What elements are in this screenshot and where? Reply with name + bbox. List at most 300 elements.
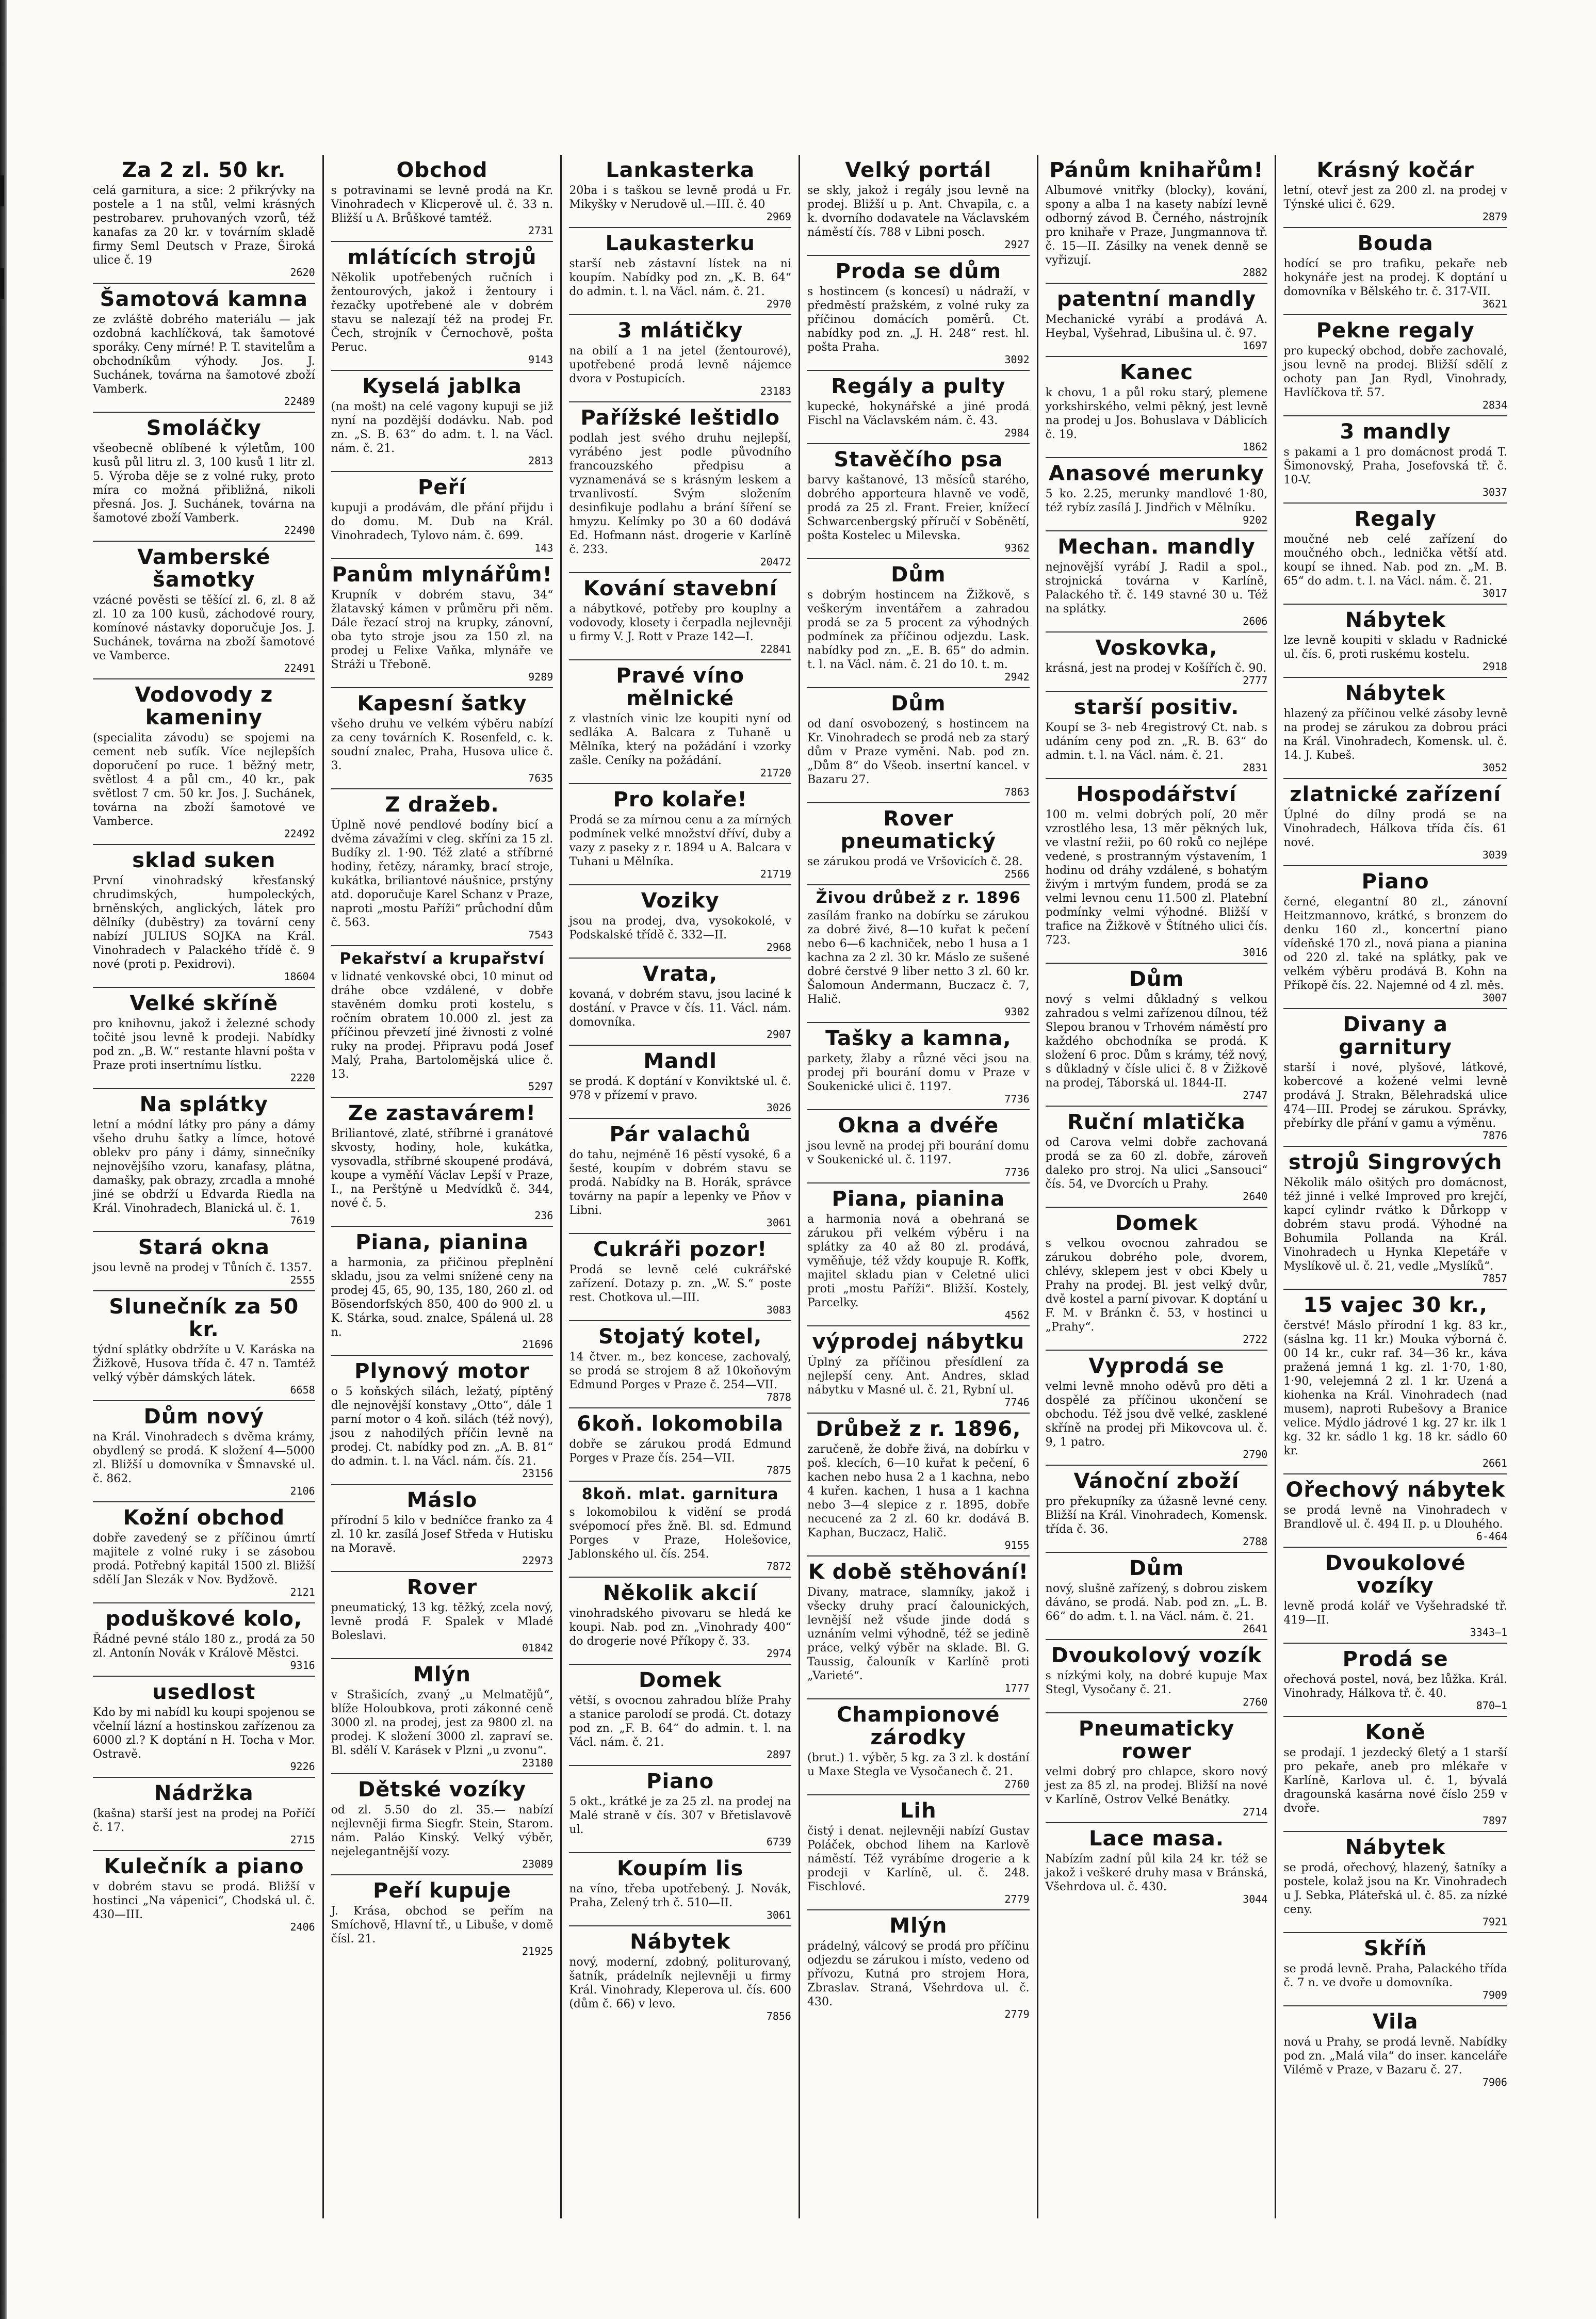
ad-body: 5 okt., krátké je za 25 zl. na prodej na Malé straně v čís. 307 v Břetislavově ul. <box>569 1795 791 1836</box>
ad-number: 7875 <box>766 1464 791 1477</box>
classified-ad <box>569 402 791 573</box>
classified-ad <box>807 1556 1030 1699</box>
classified-ad <box>569 315 791 402</box>
ad-body: (brut.) 1. výběr, 5 kg. za 3 zl. k dostání u Maxe Stegla ve Vysočanech č. 21. <box>807 1752 1030 1778</box>
classified-ad <box>1283 605 1507 678</box>
ad-number: 2760 <box>1004 1778 1030 1790</box>
classified-ad <box>807 1699 1030 1795</box>
classified-ad <box>331 155 553 242</box>
ad-number: 01842 <box>522 1642 553 1654</box>
ad-headline: Mandl <box>643 1049 717 1073</box>
classified-ad <box>1283 866 1507 1009</box>
ad-number: 2714 <box>1243 1806 1268 1818</box>
ad-headline: mlátících strojů <box>347 246 537 269</box>
ad-number: 7736 <box>1004 1166 1030 1178</box>
ad-number: 2788 <box>1243 1535 1268 1548</box>
classified-ad <box>1046 1466 1268 1553</box>
ad-body: s velkou ovocnou zahradou se zárukou dobrého pole, dvorem, chlévy, sklepem jest v obci Kbely u Prahy na prodej. Bl. jest velký dvůr, dvě kostel a parní pivovar. K doptání u F. M. v Bránkn č. 53, v hostinci u „Prahy“. <box>1045 1237 1268 1334</box>
ad-headline: strojů Singrových <box>1288 1150 1503 1174</box>
ad-number: 3017 <box>1482 587 1507 599</box>
classified-ad <box>569 885 791 959</box>
ad-body: v Strašicích, zvaný „u Melmatějů“, blíže Holoubkova, proti zákonné ceně 3000 zl. na prodej, jest za 9800 zl. na prodej. K složení 3000 zl. zapraví se. Bl. sdělí V. Karásek v Plzni „u zvonu“. <box>331 1689 553 1757</box>
ad-number: 2969 <box>766 210 791 223</box>
ad-body: celá garnitura, a sice: 2 přikrývky na postele a 1 na stůl, velmi krásných pestrobarev. pruhovaných vzorů, též kanafas za 20 kr. v továrním skladě firmy Seml Deutsch v Praze, Široká ulice č. 19 <box>93 184 315 267</box>
ad-headline: Z dražeb. <box>385 793 499 817</box>
ad-body: jsou na prodej, dva, vysokokolé, v Podskalské třídě č. 332—II. <box>569 915 791 942</box>
ad-headline: Rover <box>406 1576 478 1599</box>
ad-headline: sklad suken <box>132 849 276 872</box>
ad-body: nový, moderní, zdobný, politurovaný, šatník, prádelník nejlevněji u firmy Král. Vinohrady, Kleperova ul. čís. 600 (dům č. 66) v levo. <box>569 1956 791 2010</box>
ad-number: 6739 <box>766 1836 791 1848</box>
ad-number: 9362 <box>1004 542 1030 554</box>
ad-body: s dobrým hostincem na Žižkově, s veškerým inventářem a zahradou prodá se za 5 procent za výhodných podmínek za příčinou odjezdu. Lask. nabídky pod zn. „E. B. 65“ do admin. t. l. na Václ. nám. č. 21 do 10. t. m. <box>807 589 1030 671</box>
classified-ad <box>1046 531 1268 633</box>
ad-number: 7906 <box>1482 2076 1507 2088</box>
ad-headline: Stavěčího psa <box>834 448 1003 472</box>
ad-headline: zlatnické zařízení <box>1290 783 1502 806</box>
classified-ad <box>93 1401 315 1502</box>
ad-number: 7856 <box>766 2010 791 2022</box>
ad-number: 2620 <box>290 266 315 279</box>
ad-headline: Pánům knihařům! <box>1049 158 1264 182</box>
ad-headline: Panům mlynářům! <box>332 563 552 587</box>
ad-body: všeho druhu ve velkém výběru nabízí za ceny továrních K. Rosenfeld, c. k. soudní znalec, Praha, Husova ulice č. 3. <box>331 718 553 772</box>
ad-headline: Krásný kočár <box>1316 158 1474 182</box>
ad-body: s nízkými koly, na dobré kupuje Max Stegl, Vysočany č. 21. <box>1045 1669 1268 1696</box>
ad-body: levně prodá kolář ve Vyšehradské tř. 419—II. <box>1283 1600 1507 1627</box>
ad-body: od Carova velmi dobře zachovaná prodá se za 60 zl. dobře, zároveň daleko pro stroj. Na ulici „Sansouci“ čís. 54, ve Dvorcích u Prahy. <box>1045 1136 1268 1191</box>
ad-body: pro knihovnu, jakož i železné schody točité jsou levně k prodeji. Nabídky pod zn. „B. W.“ restante hlavní pošta v Praze proti insertnímu lístku. <box>93 1017 315 1072</box>
classified-ad <box>807 1795 1030 1910</box>
ad-headline: Okna a dvéře <box>838 1114 999 1138</box>
classified-ad <box>93 1677 315 1778</box>
ad-headline: Regaly <box>1354 507 1437 531</box>
ad-number: 7897 <box>1482 1814 1507 1827</box>
ad-body: (na mošt) na celé vagony kupuji se již nyní na pozdější dodávku. Nab. pod zn. „S. B. 63“ do adm. t. l. na Václ. nám. č. 21. <box>331 400 553 455</box>
ad-headline: Ořechový nábytek <box>1285 1478 1505 1502</box>
classified-ad <box>569 660 791 784</box>
ad-body: J. Krása, obchod se peřím na Smíchově, Hlavní tř., u Libuše, v domě čísl. 21. <box>331 1905 553 1945</box>
ad-headline: Voskovka, <box>1095 636 1218 660</box>
ad-headline: Regály a pulty <box>831 375 1006 398</box>
ad-body: 14 čtver. m., bez koncese, zachovalý, se prodá se strojem 8 až 10koňovým Edmund Porges v Praze č. 254—VII. <box>569 1351 791 1391</box>
classified-ad <box>1283 2006 1507 2093</box>
ad-headline: Koně <box>1365 1721 1426 1744</box>
ad-body: do tahu, nejméně 16 pěstí vysoké, 6 a šesté, koupím v dobrém stavu se prodá. Nabídky na B. Horák, správce továrny na papír a lepenky ve Pňov v Libni. <box>569 1148 791 1217</box>
classified-ad <box>1283 1290 1507 1474</box>
ad-headline: Koupím lis <box>616 1857 744 1880</box>
ad-number: 2555 <box>290 1274 315 1286</box>
ad-body: 20ba i s taškou se levně prodá u Fr. Mikyšky v Nerudově ul.—III. č. 40 <box>569 184 791 211</box>
ad-number: 9289 <box>528 671 553 683</box>
ad-headline: Mlýn <box>413 1663 471 1686</box>
ad-number: 2715 <box>290 1834 315 1846</box>
ad-headline: Peří kupuje <box>373 1879 511 1903</box>
ad-headline: Kožní obchod <box>123 1506 285 1530</box>
ad-body: ze zvláště dobrého materiálu — jak ozdobná kachlíčková, tak šamotové sporáky. Ceny mírné! P. T. stavitelům a obchodníkům výhody. Jos. J. Suchánek, továrna na šamotové zboží Vamberk. <box>93 313 315 396</box>
ad-number: 7863 <box>1004 786 1030 798</box>
ad-number: 2220 <box>290 1072 315 1084</box>
ad-headline: Pekařství a krupařství <box>339 950 545 968</box>
ad-number: 22490 <box>284 524 315 537</box>
classified-ad <box>1283 1147 1507 1290</box>
ad-number: 3039 <box>1482 849 1507 861</box>
classified-ad <box>569 573 791 660</box>
classified-ad <box>807 444 1030 559</box>
ad-body: Úplné do dílny prodá se na Vinohradech, Hálkova třída čís. 61 nové. <box>1283 808 1507 849</box>
ad-number: 3621 <box>1482 298 1507 310</box>
ad-number: 23156 <box>522 1467 553 1480</box>
column-3 <box>562 155 800 2218</box>
ad-headline: Drůbež z r. 1896, <box>816 1417 1021 1441</box>
classified-ad <box>1283 1933 1507 2006</box>
ad-headline: Cukráři pozor! <box>593 1238 768 1261</box>
ad-number: 2606 <box>1243 615 1268 627</box>
classified-ad <box>93 845 315 988</box>
ad-body: nový s velmi důkladný s velkou zahradou s velmi zařízenou dílnou, též Slepou branou v Trhovém náměstí pro každého obchodníka se prodá. K složení 6 proc. Dům s krámy, též nový, s důkladný v čísle ulici č. 8 v Žižkově na prodej, Táborská ul. 1844-II. <box>1045 993 1268 1090</box>
ad-body: k chovu, 1 a půl roku starý, plemene yorkshirského, velmi pěkný, jest levně na prodej u Jos. Bohuslava v Dáblicích č. 19. <box>1045 386 1268 441</box>
classified-ad <box>93 1502 315 1603</box>
classified-ad <box>569 1234 791 1321</box>
ad-headline: Anasové merunky <box>1048 462 1264 485</box>
ad-number: 870—1 <box>1476 1699 1507 1712</box>
ad-number: 21925 <box>522 1945 553 1957</box>
classified-ad <box>807 1110 1030 1183</box>
ad-headline: Bouda <box>1357 232 1434 255</box>
ad-headline: Kování stavební <box>583 577 777 601</box>
ad-headline: Dům <box>891 563 946 587</box>
ad-number: 21696 <box>522 1338 553 1351</box>
ad-body: krásná, jest na prodej v Košířích č. 90. <box>1045 662 1267 675</box>
classified-ad <box>93 679 315 845</box>
ad-headline: Pneumaticky rower <box>1078 1717 1235 1763</box>
ad-headline: Živou drůbež z r. 1896 <box>816 889 1021 907</box>
ad-headline: Kanec <box>1119 361 1194 384</box>
ad-body: černé, elegantní 80 zl., zánovní Heitzmannovo, krátké, s bronzem do denku 160 zl., koncertní piano vídeňské 170 zl., nová piana a pianina od 220 zl. také na splátky, pak ve velkém výběru prodává B. Kohn na Příkopě čís. 22. Najemné od 4 zl. měs. <box>1283 896 1507 992</box>
ad-number: 7857 <box>1482 1272 1507 1285</box>
ad-headline: Stará okna <box>138 1236 270 1259</box>
ad-number: 23183 <box>760 385 791 397</box>
ad-body: barvy kaštanové, 13 měsíců starého, dobrého apporteura hlavně ve vodě, prodá za 25 zl. Frant. Freier, knížecí Schwarcenbergský příručí v Soběnětí, pošta Kostelec u Milevska. <box>807 474 1030 542</box>
ad-headline: Smoláčky <box>146 416 262 440</box>
ad-headline: Lace masa. <box>1089 1827 1224 1851</box>
classified-ad <box>569 1046 791 1119</box>
edge-mark <box>0 268 4 299</box>
ad-number: 2121 <box>290 1586 315 1598</box>
classified-ad <box>1046 1208 1268 1351</box>
ad-headline: Nábytek <box>1345 682 1446 705</box>
classified-ad <box>569 1482 791 1578</box>
ad-number: 2984 <box>1004 427 1030 439</box>
classified-ad <box>807 803 1030 885</box>
ad-headline: Proda se dům <box>835 260 1002 283</box>
classified-ad <box>569 155 791 228</box>
ad-body: s potravinami se levně prodá na Kr. Vinohradech v Klicperově ul. č. 33 n. Bližší u A. Brůškové tamtéž. <box>331 184 553 225</box>
classified-ad <box>1046 1553 1268 1640</box>
ad-body: jsou levně na prodej v Tůních č. 1357. <box>93 1261 312 1274</box>
ad-headline: Piano <box>1361 870 1429 894</box>
classified-ad <box>569 228 791 315</box>
ad-body: zasílám franko na dobírku se zárukou za dobré živé, 8—10 kuřat k pečení nebo 6—6 kachniček, nebo 1 husa a 1 kachna za 2 zl. 30 kr. Máslo ze sušené dobré čerstvé 9 liber netto 3 zl. 60 kr. Šalomoun Andermann, Buczacz č. 7, Halič. <box>807 910 1030 1006</box>
classified-ad <box>1046 1107 1268 1208</box>
classified-ad <box>807 155 1030 256</box>
classified-ad <box>1046 1351 1268 1466</box>
classified-ad <box>569 1853 791 1926</box>
classified-ad <box>1283 228 1507 315</box>
column-5 <box>1038 155 1277 2218</box>
ad-headline: Peří <box>418 476 466 499</box>
classified-ad <box>93 1603 315 1677</box>
ad-headline: Na splátky <box>139 1093 268 1116</box>
classified-ad <box>93 1232 315 1291</box>
ad-body: Divany, matrace, slamníky, jakož i všecky druhy prací čalounických, levnější než všude jinde dodá s uznáním velmi výhodně, též se jedině práce, velký výběr na sklade. Bl. G. Taussig, čalouník v Karlíně proti „Varieté“. <box>807 1586 1030 1682</box>
ad-number: 2974 <box>766 1647 791 1660</box>
classified-ad <box>93 1291 315 1401</box>
classified-ad <box>1046 357 1268 458</box>
ad-headline: Velké skříně <box>129 992 279 1015</box>
ad-body: ořechová postel, nová, bez lůžka. Král. Vinohrady, Hálkova tř. č. 40. <box>1283 1673 1507 1700</box>
ad-number: 7746 <box>1004 1396 1030 1408</box>
ad-number: 3061 <box>766 1909 791 1921</box>
classified-ad <box>1046 1713 1268 1823</box>
classified-ad <box>1283 315 1507 416</box>
ad-number: 2760 <box>1243 1696 1268 1708</box>
ad-number: 20472 <box>760 556 791 568</box>
ad-headline: Pařížské leštidlo <box>580 406 780 430</box>
ad-body: na víno, třeba upotřebený. J. Novák, Praha, Zelený trh č. 510—II. <box>569 1883 791 1909</box>
ad-body: čerstvé! Máslo přírodní 1 kg. 83 kr., (sáslna kg. 11 kr.) Mouka výborná č. 00 14 kr., cukr raf. 34—36 kr., káva pražená jemná 1 kg. zl. 1·70, 1·80, 1·90, velejemná 2 zl. 1 kr. Uzená a kiohenka na Král. Vinohradech (nad musem), naproti Rubešovy a Branice velice. Mýdlo jádrové 1 kg. 27 kr. ilk 1 kg. 32 kr. sádlo 1 kg. 18 kr. sádlo 60 kr. <box>1283 1319 1507 1457</box>
ad-body: týdní splátky obdržíte u V. Karáska na Žižkově, Husova třída č. 47 n. Tamtéž velký výběr dámských látek. <box>93 1343 315 1384</box>
binding-edge <box>0 0 7 2319</box>
column-4 <box>800 155 1038 2218</box>
classified-ad <box>1283 504 1507 605</box>
ad-body: lze levně koupiti v skladu v Radnické ul. čís. 6, proti ruskému kostelu. <box>1283 634 1507 661</box>
ad-headline: Prodá se <box>1342 1647 1448 1671</box>
ad-body: kupecké, hokynářské a jiné prodá Fischl na Václavském nám. č. 43. <box>807 400 1030 427</box>
ad-body: se prodá, ořechový, hlazený, šatníky a postele, kolaž jsou na Kr. Vinohradech u J. Sebka, Pláteřská ul. č. 85. za nízké ceny. <box>1283 1861 1507 1916</box>
classified-ad <box>807 1910 1030 2024</box>
ad-headline: Ze zastavárem! <box>348 1101 536 1125</box>
classified-ad <box>569 1119 791 1234</box>
ad-number: 2813 <box>528 455 553 467</box>
edge-mark <box>0 175 4 206</box>
ad-headline: 3 mandly <box>1340 420 1451 444</box>
ad-number: 3083 <box>766 1304 791 1316</box>
ad-headline: Kyselá jablka <box>362 375 522 398</box>
ad-headline: 6koň. lokomobila <box>577 1412 784 1436</box>
ad-body: Koupí se 3- neb 4registrový Ct. nab. s udáním ceny pod zn. „R. B. 63“ do admin. t. l. na Václ. nám. č. 21. <box>1045 721 1268 762</box>
ad-headline: Laukasterku <box>605 232 755 255</box>
classified-ad <box>807 559 1030 688</box>
ad-number: 2970 <box>766 298 791 310</box>
classified-columns <box>86 155 1514 2218</box>
ad-number: 7909 <box>1482 1989 1507 2001</box>
ad-body: nový, slušně zařízený, s dobrou ziskem dáváno, se prodá. Nab. pod zn. „L. B. 66“ do adm. t. l. na Václ. nám. č. 21. <box>1045 1582 1268 1623</box>
ad-headline: Nádržka <box>154 1781 254 1805</box>
ad-number: 2942 <box>1004 671 1030 683</box>
ad-body: 5 ko. 2.25, merunky mandlové 1·80, též rybíz zasílá J. Jindřich v Mělníku. <box>1045 488 1268 514</box>
ad-number: 21720 <box>760 767 791 779</box>
ad-number: 4562 <box>1004 1309 1030 1321</box>
ad-body: starší i nové, plyšové, látkové, kobercové a kožené velmi levně prodává J. Strakn, Bělehradská ulice 474—III. Prodej se zárukou. Správky, přebírky dle přání v gamu a výměnu. <box>1283 1061 1507 1130</box>
ad-number: 18604 <box>284 970 315 983</box>
ad-body: Nabízím zadní půl kila 24 kr. též se jakož i veškeré druhy masa v Bránská, Všehrdova ul. č. 430. <box>1045 1853 1268 1893</box>
ad-body: se prodá levně. Praha, Palackého třída č. 7 n. ve dvoře u domovníka. <box>1283 1963 1507 1989</box>
ad-headline: Pro kolaře! <box>613 788 747 812</box>
ad-number: 2834 <box>1482 399 1507 411</box>
ad-number: 2968 <box>766 941 791 953</box>
ad-number: 3343—1 <box>1470 1626 1507 1639</box>
ad-headline: Dům nový <box>143 1405 265 1429</box>
ad-body: letní a módní látky pro pány a dámy všeho druhu šatky a límce, hotové oblekv pro pány i dámy, sinnečníky nejnovějšího vzoru, kanafasy, plátna, damašky, pak obrazy, zrcadla a mnohé jiné se obdrží u Edvarda Riedla na Král. Vinohradech, Blanická ul. č. 1. <box>93 1118 315 1215</box>
ad-headline: Plynový motor <box>354 1359 530 1383</box>
ad-body: zaručeně, že dobře živá, na dobírku v poš. klecích, 6—10 kuřat k pečení, 6 kachen nebo husa 2 a 1 kachna, nebo 4 kuřen. kachen, 1 husa a 1 kachna nebo 3—4 slepice z r. 1895, dobře necucené za 2 zl. 60 kr. dodává B. Kaphan, Buczacz, Halič. <box>807 1443 1030 1539</box>
ad-headline: Hospodářství <box>1076 783 1237 806</box>
ad-headline: Kulečník a piano <box>104 1855 304 1878</box>
ad-number: 3052 <box>1482 761 1507 774</box>
classified-ad <box>93 413 315 542</box>
ad-number: 22841 <box>760 643 791 655</box>
ad-body: o 5 koňských silách, ležatý, píptěný dle nejnovější konstavy „Otto“, dále 1 parní motor o 4 koň. silách (též nový), jsou z nahodilých příčin levně na prodej. Ct. nabídky pod zn. „A. B. 81“ do admin. t. l. na Václ. nám. čís. 21. <box>331 1385 553 1468</box>
ad-body: Prodá se za mírnou cenu a za mírných podmínek velké množství dříví, duby a vazy z paseky z r. 1894 u A. Balcara v Tuhani u Mělníka. <box>569 814 791 868</box>
ad-number: 6-464 <box>1476 1530 1507 1543</box>
ad-number: 2722 <box>1243 1333 1268 1345</box>
ad-number: 1777 <box>1004 1682 1030 1694</box>
ad-headline: Dvoukolové vozíky <box>1325 1551 1466 1598</box>
classified-ad <box>93 1851 315 1937</box>
ad-body: jsou levně na prodej při bourání domu v Soukenické ul. č. 1197. <box>807 1140 1030 1166</box>
ad-body: a nábytkové, potřeby pro kouplny a vodovody, klosety i čerpadla nejlevněji u firmy V. J. Rott v Praze 142—I. <box>569 603 791 643</box>
ad-body: Řádné pevné stálo 180 z., prodá za 50 zl. Antonín Novák v Králově Městci. <box>93 1633 315 1660</box>
ad-headline: Dům <box>891 692 946 716</box>
ad-body: parkety, žlaby a různé věci jsou na prodej při bourání domu v Praze v Soukenické ulici č. 1197. <box>807 1052 1030 1093</box>
classified-ad <box>807 1326 1030 1414</box>
ad-number: 2927 <box>1004 238 1030 251</box>
ad-number: 2882 <box>1243 266 1268 279</box>
classified-ad <box>1283 1832 1507 1933</box>
ad-body: Několik upotřebených ručních i žentourových, jakož i žentoury i řezačky upotřebené ale v dobrém stavu se nalezají též na prodej Fr. Čech, strojník v Černochově, pošta Peruc. <box>331 271 553 354</box>
ad-number: 6658 <box>290 1384 315 1396</box>
ad-headline: Stojatý kotel, <box>598 1325 762 1349</box>
ad-body: pro překupníky za úžasně levné ceny. Bližší na Král. Vinohradech, Komensk. třída č. 36. <box>1045 1495 1268 1536</box>
ad-body: se zárukou prodá ve Vršovicích č. 28. <box>807 855 1023 868</box>
ad-number: 23180 <box>522 1757 553 1769</box>
ad-body: starší neb zástavní lístek na ni koupím. Nabídky pod zn. „K. B. 64“ do admin. t. l. na Václ. nám. č. 21. <box>569 257 791 298</box>
classified-ad <box>1046 633 1268 692</box>
ad-headline: Divany a garnitury <box>1339 1013 1453 1059</box>
ad-body: kupuji a prodávám, dle přání přijdu i do domu. M. Dub na Král. Vinohradech, Tylovo nám. č. 699. <box>331 501 553 542</box>
classified-ad <box>1046 284 1268 357</box>
ad-headline: usedlost <box>152 1680 256 1704</box>
ad-body: větší, s ovocnou zahradou blíže Prahy a stanice parolodí se prodá. Ct. dotazy pod zn. „F. B. 64“ do admin. t. l. na Václ. nám. č. 21. <box>569 1694 791 1749</box>
classified-ad <box>331 371 553 472</box>
classified-ad <box>569 1926 791 2026</box>
ad-body: kovaná, v dobrém stavu, jsou laciné k dostání. v Pravce v čís. 11. Václ. nám. domovníka. <box>569 988 791 1029</box>
classified-ad <box>1046 1640 1268 1713</box>
ad-headline: Ruční mlatička <box>1067 1110 1246 1134</box>
ad-headline: Skříň <box>1363 1937 1427 1960</box>
classified-ad <box>807 256 1030 371</box>
ad-body: přírodní 5 kilo v bedníčce franko za 4 zl. 10 kr. zasílá Josef Středa v Hutisku na Moravě. <box>331 1514 553 1555</box>
ad-body: Mechanické vyrábí a prodává A. Heybal, Vyšehrad, Libušina ul. č. 97. <box>1045 313 1268 340</box>
ad-headline: starší positiv. <box>1073 695 1240 719</box>
ad-body: s lokomobilou k vidění se prodá svépomocí přes žně. Bl. sd. Edmund Porges v Praze, Holešovice, Jablonského ul. čís. 254. <box>569 1506 791 1561</box>
ad-number: 9155 <box>1004 1539 1030 1551</box>
classified-ad <box>331 1572 553 1659</box>
ad-body: na Král. Vinohradech s dvěma krámy, obydlený se prodá. K složení 4—5000 zl. Bližší u domovníka v Šmnavské ul. č. 862. <box>93 1431 315 1485</box>
ad-headline: Několik akcií <box>603 1581 758 1605</box>
ad-body: Krupník v dobrém stavu, 34“ žlatavský kámen v průměru při něm. Dále řezací stroj na krupky, zánovní, oba tyto stroje jsou za 150 zl. na prodej u Felixe Vaňka, mlynáře ve Stráži u Třeboně. <box>331 589 553 671</box>
ad-headline: Vyprodá se <box>1088 1354 1225 1378</box>
ad-number: 9316 <box>290 1659 315 1672</box>
ad-number: 7876 <box>1482 1129 1507 1142</box>
classified-ad <box>331 472 553 559</box>
classified-ad <box>331 1774 553 1875</box>
ad-number: 2731 <box>528 224 553 237</box>
ad-number: 2406 <box>290 1921 315 1933</box>
classified-ad <box>93 155 315 284</box>
ad-body: prádelný, válcový se prodá pro příčinu odjezdu se zárukou i místo, vedeno od přívozu, Kutná pro strojem Hora, Zbraslav. Straná, Všehrdova ul. č. 430. <box>807 1940 1030 2008</box>
ad-body: se prodá. K doptání v Konviktské ul. č. 978 v přízemí v pravo. <box>569 1075 791 1102</box>
ad-headline: Domek <box>639 1668 722 1692</box>
ad-number: 1862 <box>1243 441 1268 453</box>
classified-ad <box>1283 1717 1507 1832</box>
ad-number: 2879 <box>1482 210 1507 223</box>
ad-number: 7635 <box>528 772 553 784</box>
ad-headline: Championové zárodky <box>837 1703 1000 1749</box>
ad-body: dobře se zárukou prodá Edmund Porges v Praze čís. 254—VII. <box>569 1438 791 1465</box>
ad-number: 3092 <box>1004 353 1030 366</box>
ad-headline: Vamberské šamotky <box>137 545 271 592</box>
ad-number: 2897 <box>766 1748 791 1761</box>
classified-ad <box>1046 692 1268 779</box>
ad-number: 7543 <box>528 929 553 941</box>
classified-ad <box>331 1098 553 1227</box>
ad-body: čistý i denat. nejlevněji nabízí Gustav Poláček, obchod lihem na Karlově náměstí. Též vyrábíme drogerie a k prodeji v Karlíně, ul. č. 248. Fischlové. <box>807 1825 1030 1893</box>
ad-number: 2790 <box>1243 1448 1268 1461</box>
ad-headline: Tašky a kamna, <box>825 1027 1012 1050</box>
ad-body: nejnovější vyrábí J. Radil a spol., strojnická továrna v Karlíně, Palackého tř. č. 149 stavné 30 u. Též na splátky. <box>1045 561 1268 615</box>
ad-headline: Voziky <box>641 889 720 913</box>
ad-body: se prodají. 1 jezdecký 6letý a 1 starší pro pekaře, aneb pro mlékaře v Karlíně, Karlova ul. č. 1, bývalá dragounská kasárna nové číslo 259 v dvoře. <box>1283 1746 1507 1815</box>
ad-headline: Dům <box>1129 967 1184 991</box>
ad-number: 22973 <box>522 1554 553 1567</box>
ad-headline: Vodovody z kameniny <box>135 683 273 729</box>
ad-number: 2640 <box>1243 1190 1268 1203</box>
ad-number: 2106 <box>290 1485 315 1497</box>
ad-headline: Dvoukolový vozík <box>1051 1644 1262 1667</box>
ad-number: 22489 <box>284 395 315 408</box>
ad-number: 7878 <box>766 1391 791 1403</box>
classified-ad <box>1283 1548 1507 1644</box>
classified-ad <box>331 1875 553 1961</box>
ad-body: hodící se pro trafiku, pekaře neb hokynáře jest na prodej. K doptání u domovníka v Bělského tr. č. 317-VII. <box>1283 257 1507 298</box>
classified-ad <box>1283 416 1507 504</box>
ad-body: v lidnaté venkovské obci, 10 minut od dráhe obce vzdálené, v dobře stavěném domku proti kostelu, s ročním obratem 10.000 zl. jest za příčinou převzetí jiné živnosti z volné ruky na prodej. Připravu podá Josef Malý, Praha, Bartolomějská ulice č. 13. <box>331 970 553 1081</box>
ad-body: podlah jest svého druhu nejlepší, vyrábéno jest podle původního francouzského předpisu a vyznamenává se s krásným leskem a trvanlivostí. Svým složením desinfikuje podlahu a brání šíření se hmyzu. Kelímky po 30 a 60 dodává Ed. Hofmann nást. drogerie v Karlíně č. 233. <box>569 432 791 556</box>
ad-headline: Šamotová kamna <box>100 287 308 311</box>
ad-body: s hostincem (s koncesí) u nádraží, v předměstí pražském, z volné ruky za příčinou domácích poměrů. Ct. nabídky pod zn. „J. H. 248“ rest. hl. pošta Praha. <box>807 285 1030 354</box>
ad-number: 9226 <box>290 1760 315 1773</box>
ad-body: (kašna) starší jest na prodej na Poříčí č. 17. <box>93 1807 315 1834</box>
classified-ad <box>331 688 553 789</box>
ad-headline: poduškové kolo, <box>105 1607 303 1631</box>
ad-headline: Piana, pianina <box>355 1230 529 1254</box>
ad-number: 2918 <box>1482 660 1507 673</box>
ad-number: 2777 <box>1243 674 1268 687</box>
classified-ad <box>93 284 315 413</box>
ad-number: 236 <box>534 1209 553 1222</box>
